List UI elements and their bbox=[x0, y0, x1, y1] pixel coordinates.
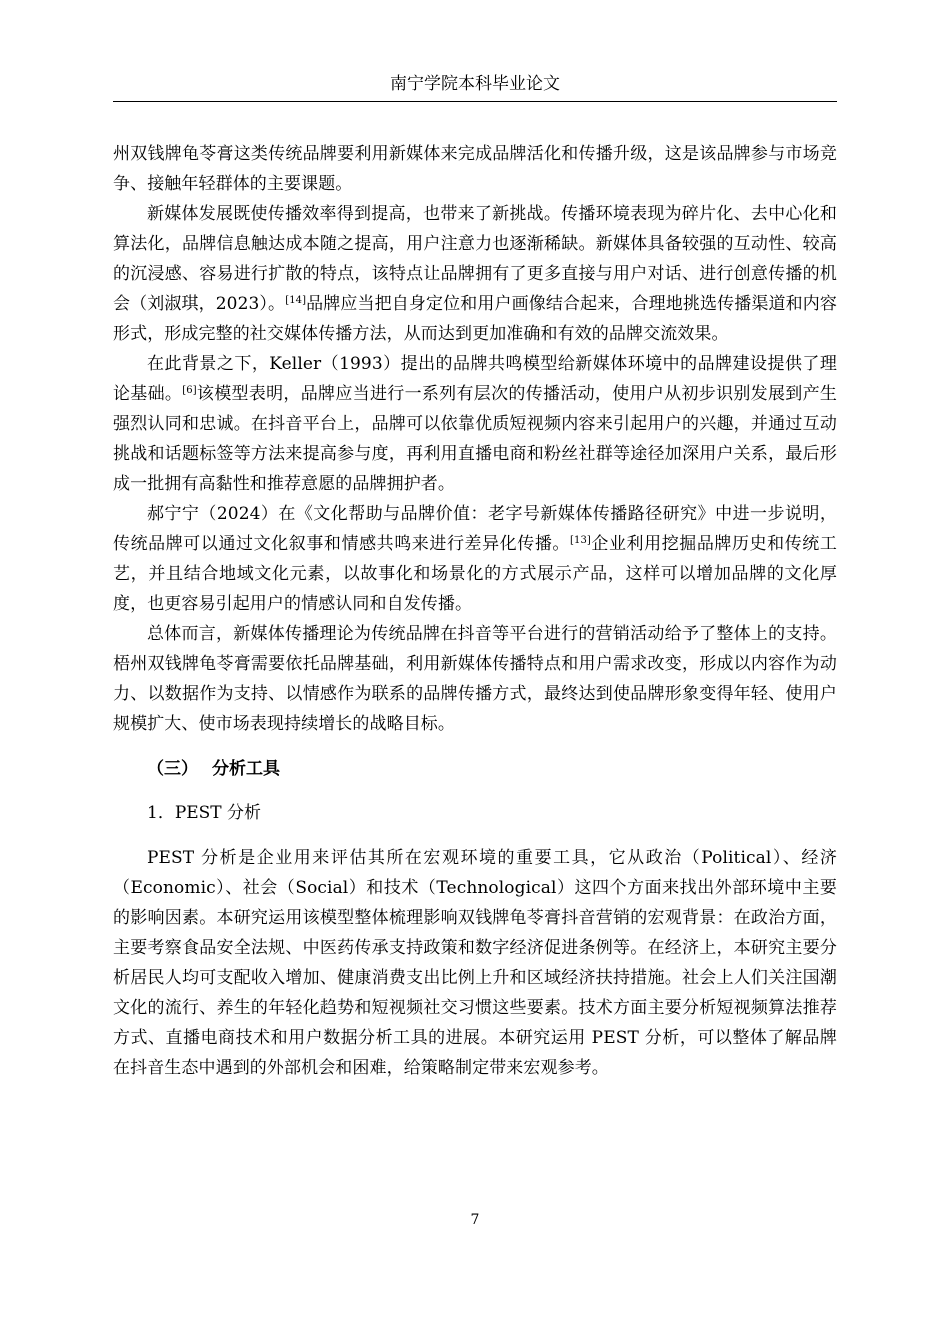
paragraph-text: 总体而言，新媒体传播理论为传统品牌在抖音等平台进行的营销活动给予了整体上的支持。梧州双钱牌龟苓膏需要依托品牌基础，利用新媒体传播特点和用户需求改变，形成以内容作为动力、以数据作为支持、以情感作为联系的品牌传播方式，最终达到使品牌形象变得年轻、使用户规模扩大、使市场表现持续增长的战略目标。 bbox=[113, 624, 837, 734]
paragraph bbox=[113, 139, 837, 199]
section-number: （三） bbox=[147, 759, 198, 779]
paragraph-text: 品牌应当把自身定位和用户画像结合起来，合理地挑选传播渠道和内容形式，形成完整的社交媒体传播方法，从而达到更加准确和有效的品牌交流效果。 bbox=[113, 294, 837, 344]
paragraph bbox=[113, 199, 837, 349]
section-title: 分析工具 bbox=[212, 759, 280, 779]
body-text bbox=[113, 139, 837, 1083]
page-number bbox=[0, 1210, 950, 1230]
paragraph bbox=[113, 843, 837, 1083]
citation-marker: [6] bbox=[182, 385, 197, 396]
paragraph bbox=[113, 349, 837, 499]
page-number-text: 7 bbox=[470, 1212, 480, 1228]
paragraph-text: 企业利用挖掘品牌历史和传统工艺，并且结合地域文化元素，以故事化和场景化的方式展示产品，这样可以增加品牌的文化厚度，也更容易引起用户的情感认同和自发传播。 bbox=[113, 534, 837, 614]
section-heading bbox=[113, 751, 837, 787]
paragraph-text: 州双钱牌龟苓膏这类传统品牌要利用新媒体来完成品牌活化和传播升级，这是该品牌参与市场竞争、接触年轻群体的主要课题。 bbox=[113, 144, 837, 194]
paragraph-text: 该模型表明，品牌应当进行一系列有层次的传播活动，使用户从初步识别发展到产生强烈认同和忠诚。在抖音平台上，品牌可以依靠优质短视频内容来引起用户的兴趣，并通过互动挑战和话题标签等方法来提高参与度，再利用直播电商和粉丝社群等途径加深用户关系，最后形成一批拥有高黏性和推荐意愿的品牌拥护者。 bbox=[113, 384, 838, 494]
paragraph-text: 新媒体发展既使传播效率得到提高，也带来了新挑战。传播环境表现为碎片化、去中心化和算法化，品牌信息触达成本随之提高，用户注意力也逐渐稀缺。新媒体具备较强的互动性、较高的沉浸感、容易进行扩散的特点，该特点让品牌拥有了更多直接与用户对话、进行创意传播的机会（刘淑琪，2023）。 bbox=[113, 204, 837, 314]
citation-marker: [14] bbox=[285, 295, 307, 306]
paragraph-text: 郝宁宁（2024）在《文化帮助与品牌价值：老字号新媒体传播路径研究》中进一步说明，传统品牌可以通过文化叙事和情感共鸣来进行差异化传播。 bbox=[113, 504, 837, 554]
paragraph bbox=[113, 499, 837, 619]
paragraph-text: PEST 分析是企业用来评估其所在宏观环境的重要工具，它从政治（Political）、经济（Economic）、社会（Social）和技术（Technological）这四个方面来找出外部环境中主要的影响因素。本研究运用该模型整体梳理影响双钱牌龟苓膏抖音营销的宏观背景：在政治方面，主要考察食品安全法规、中医药传承支持政策和数字经济促进条例等。在经济上，本研究主要分析居民人均可支配收入增加、健康消费支出比例上升和区域经济扶持措施。社会上人们关注国潮文化的流行、养生的年轻化趋势和短视频社交习惯这些要素。技术方面主要分析短视频算法推荐方式、直播电商技术和用户数据分析工具的进展。本研究运用 PEST 分析，可以整体了解品牌在抖音生态中遇到的外部机会和困难，给策略制定带来宏观参考。 bbox=[113, 848, 837, 1078]
running-header bbox=[113, 70, 837, 102]
paragraph-text: 在此背景之下，Keller（1993）提出的品牌共鸣模型给新媒体环境中的品牌建设提供了理论基础。 bbox=[113, 354, 837, 404]
header-title: 南宁学院本科毕业论文 bbox=[390, 74, 560, 94]
paragraph bbox=[113, 619, 837, 739]
subsection-title: 1．PEST 分析 bbox=[147, 803, 262, 823]
subsection-heading bbox=[113, 795, 837, 831]
citation-marker: [13] bbox=[569, 535, 591, 546]
